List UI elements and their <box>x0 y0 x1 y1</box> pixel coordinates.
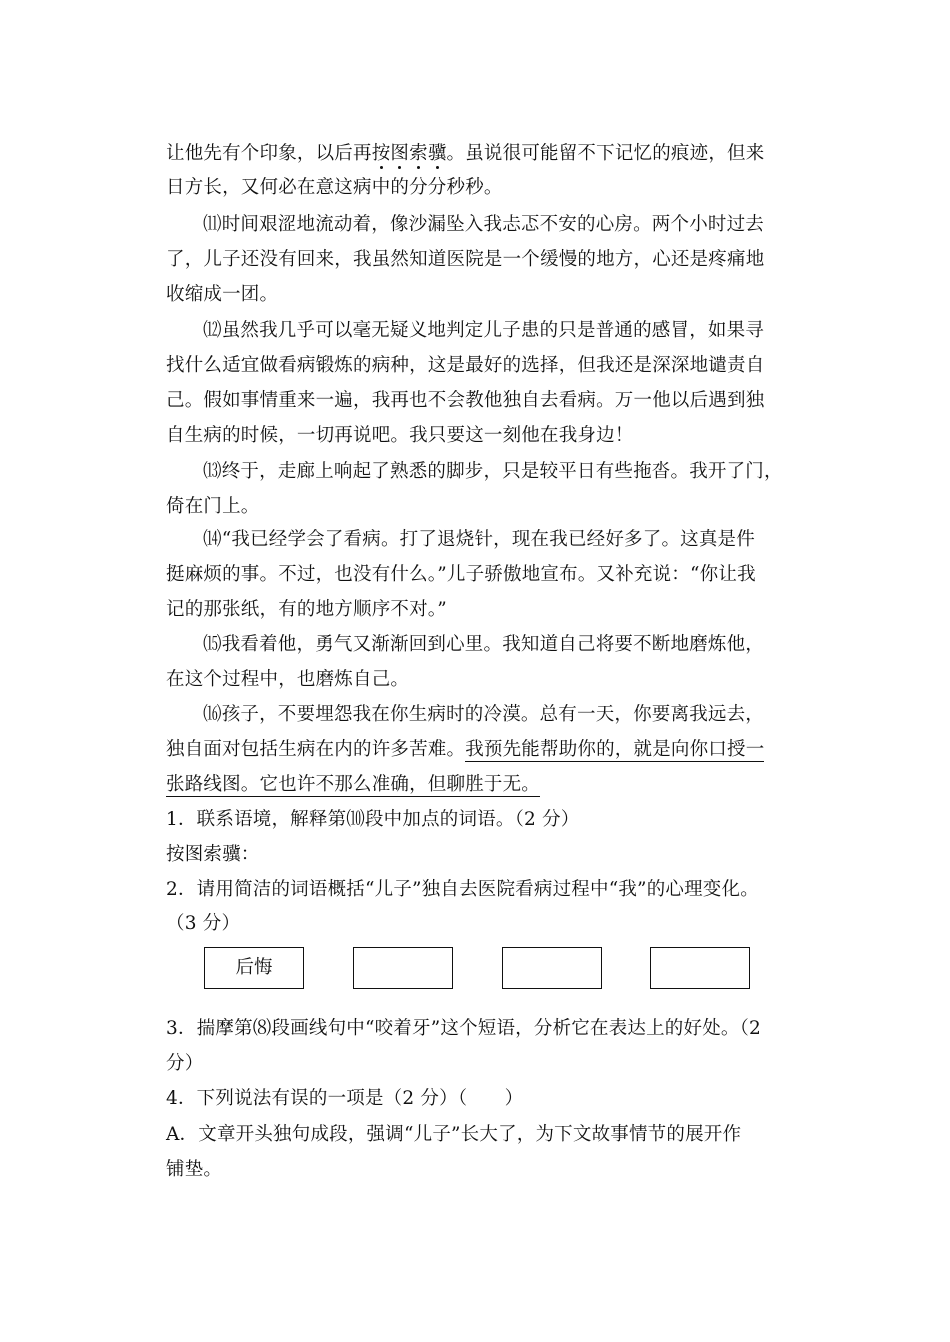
paragraph-11-line-1: ⑾时间艰涩地流动着，像沙漏坠入我忐忑不安的心房。两个小时过去 <box>203 214 765 235</box>
text-segment: 。虽说很可能留不下记忆的痕迹，但来 <box>446 143 765 164</box>
paragraph-12-line-4: 自生病的时候，一切再说吧。我只要这一刻他在我身边！ <box>166 425 634 446</box>
paragraph-12-line-2: 找什么适宜做看病锻炼的病种，这是最好的选择，但我还是深深地谴责自 <box>166 355 765 376</box>
paragraph-10-line-1 <box>166 137 786 171</box>
text-segment: 让他先有个印象，以后再 <box>166 143 372 164</box>
paragraph-10-line-2: 日方长，又何必在意这病中的分分秒秒。 <box>166 177 503 198</box>
question-2-line-2: （3 分） <box>166 913 241 934</box>
paragraph-13-line-2: 倚在门上。 <box>166 496 260 517</box>
underlined-sentence: 我预先能帮助你的，就是向你口授一 <box>465 739 765 760</box>
answer-box-3[interactable] <box>502 947 602 989</box>
answer-box-1: 后悔 <box>204 947 304 989</box>
paragraph-12-line-1: ⑿虽然我几乎可以毫无疑义地判定儿子患的只是普通的感冒，如果寻 <box>203 320 765 341</box>
underlined-sentence: 张路线图。它也许不那么准确，但聊胜于无。 <box>166 774 541 795</box>
dotted-character: 图 <box>390 143 410 164</box>
paragraph-14-line-1: ⒁“我已经学会了看病。打了退烧针，现在我已经好多了。这真是件 <box>203 529 755 550</box>
question-1-answer-label: 按图索骥： <box>166 844 260 865</box>
paragraph-16-line-3 <box>166 768 786 802</box>
answer-box-2[interactable] <box>353 947 453 989</box>
question-4-option-a-line-1: A．文章开头独句成段，强调“儿子”长大了，为下文故事情节的展开作 <box>166 1124 742 1145</box>
dotted-phrase <box>372 143 447 164</box>
question-4: 4．下列说法有误的一项是（2 分）（ ） <box>166 1088 524 1109</box>
question-3-line-1: 3．揣摩第⑻段画线句中“咬着牙”这个短语，分析它在表达上的好处。（2 <box>166 1018 762 1039</box>
paragraph-11-line-3: 收缩成一团。 <box>166 284 279 305</box>
question-3-line-2: 分） <box>166 1053 204 1074</box>
paragraph-12-line-3: 己。假如事情重来一遍，我再也不会教他独自去看病。万一他以后遇到独 <box>166 390 765 411</box>
dotted-character: 骥 <box>427 143 447 164</box>
dotted-character: 索 <box>409 143 428 164</box>
paragraph-15-line-1: ⒂我看着他，勇气又渐渐回到心里。我知道自己将要不断地磨炼他， <box>203 634 765 655</box>
paragraph-16-line-1: ⒃孩子，不要埋怨我在你生病时的冷漠。总有一天，你要离我远去， <box>203 704 765 725</box>
paragraph-11-line-2: 了，儿子还没有回来，我虽然知道医院是一个缓慢的地方，心还是疼痛地 <box>166 249 765 270</box>
dotted-character: 按 <box>371 143 391 164</box>
paragraph-14-line-2: 挺麻烦的事。不过，也没有什么。”儿子骄傲地宣布。又补充说：“你让我 <box>166 564 756 585</box>
question-4-option-a-line-2: 铺垫。 <box>166 1159 223 1180</box>
question-1: 1．联系语境，解释第⑽段中加点的词语。（2 分） <box>166 809 580 830</box>
question-2-line-1: 2．请用简洁的词语概括“儿子”独自去医院看病过程中“我”的心理变化。 <box>166 879 759 900</box>
text-segment: 独自面对包括生病在内的许多苦难。 <box>166 739 466 760</box>
paragraph-14-line-3: 记的那张纸，有的地方顺序不对。” <box>166 599 447 620</box>
paragraph-16-line-2 <box>166 733 786 767</box>
answer-box-4[interactable] <box>650 947 750 989</box>
paragraph-15-line-2: 在这个过程中，也磨炼自己。 <box>166 669 410 690</box>
paragraph-13-line-1: ⒀终于，走廊上响起了熟悉的脚步，只是较平日有些拖沓。我开了门， <box>203 461 783 482</box>
